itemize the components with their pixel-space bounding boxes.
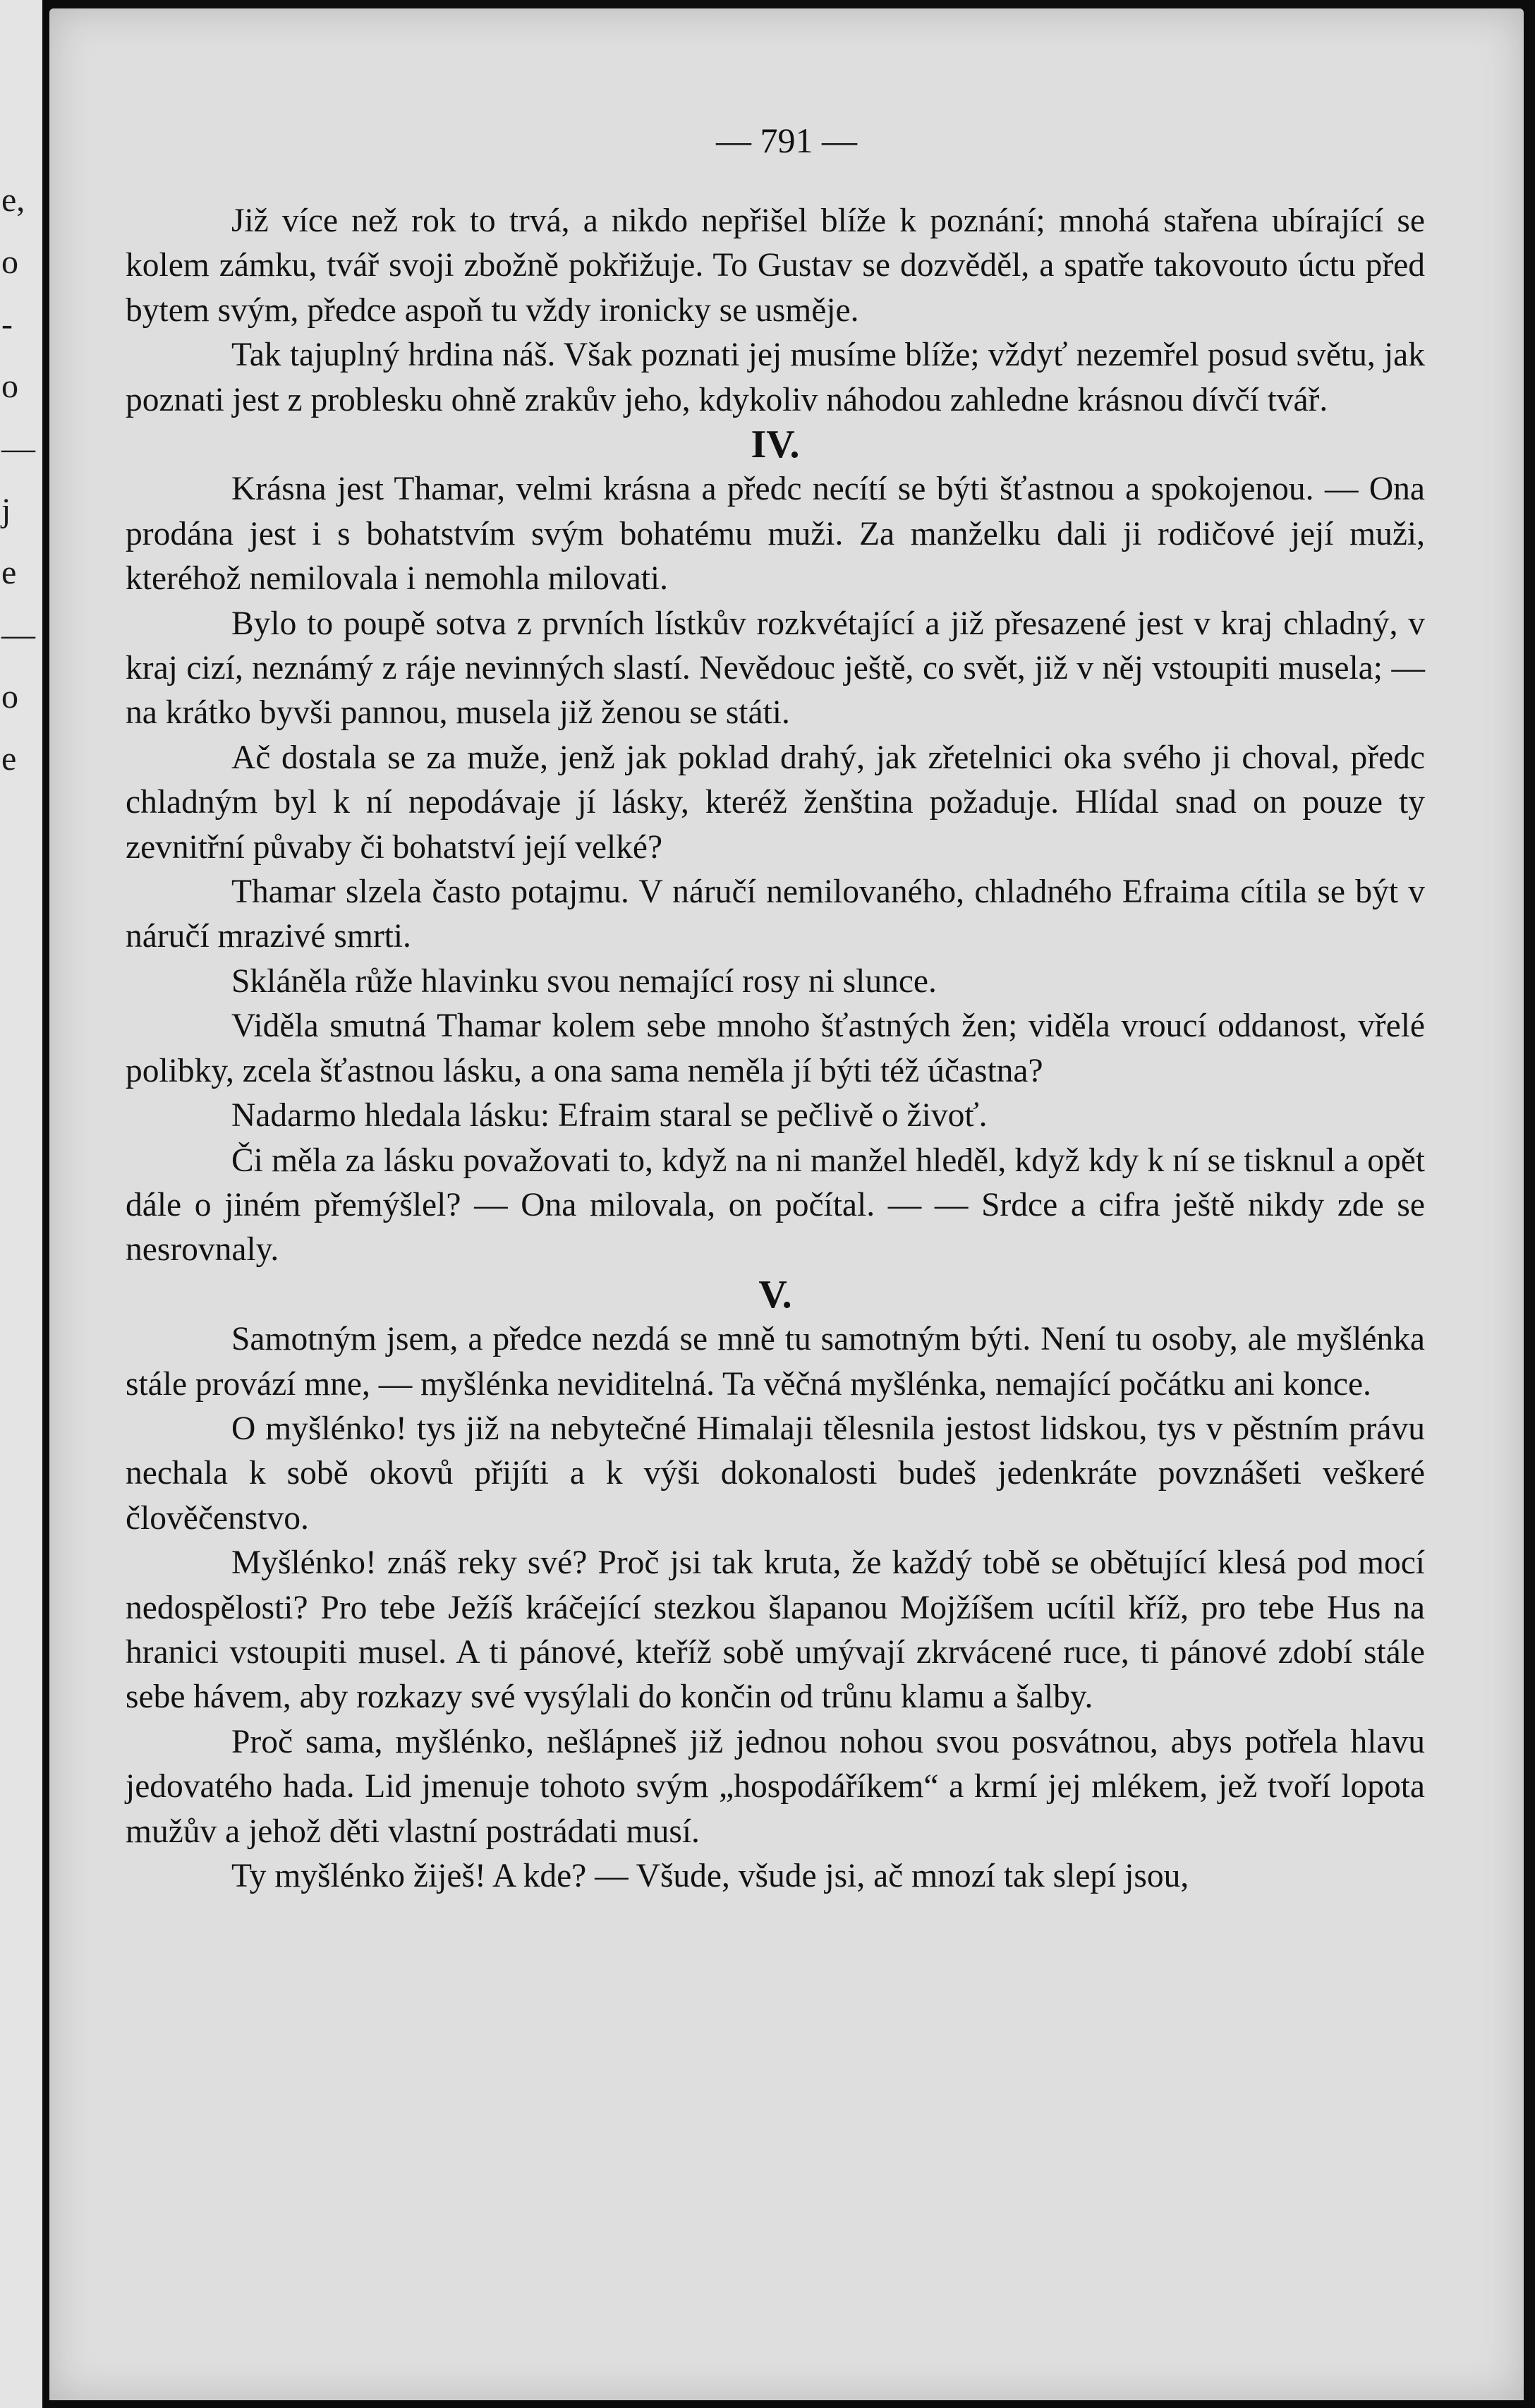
section-heading-v: V.	[758, 1272, 792, 1317]
paragraph: O myšlénko! tys již na nebytečné Himalaji tělesnila jestost lidskou, tys v pěstním právu nechala k sobě okovů přijíti a k výši dokonalosti budeš jedenkráte povznášeti veškeré člověčenstvo.	[126, 1410, 1425, 1537]
fragment: o	[1, 243, 18, 281]
fragment: -	[1, 305, 13, 343]
book-page	[49, 8, 1524, 2400]
paragraph: Krásna jest Thamar, velmi krásna a předc necítí se býti šťastnou a spokojenou. — Ona prodána jest i s bohatstvím svým bohatému muži. Za manželku dali ji rodičové její muži, kteréhož nemilovala i nemohla milovati.	[126, 471, 1425, 598]
paragraph: Samotným jsem, a předce nezdá se mně tu samotným býti. Není tu osoby, ale myšlénka stále provází mne, — myšlénka neviditelná. Ta věčná myšlénka, nemající počátku ani konce.	[126, 1321, 1425, 1403]
fragment: o	[1, 678, 18, 715]
paragraph: Viděla smutná Thamar kolem sebe mnoho šťastných žen; viděla vroucí oddanost, vřelé polibky, zcela šťastnou lásku, a ona sama neměla jí býti též účastna?	[126, 1008, 1425, 1089]
fragment: —	[1, 430, 35, 467]
paragraph: Ač dostala se za muže, jenž jak poklad drahý, jak zřetelnici oka svého ji choval, předc chladným byl k ní nepodávaje jí lásky, kteréž ženština požaduje. Hlídal snad on pouze ty zevnitřní půvaby či bohatství její velké?	[126, 739, 1425, 866]
paragraph: Bylo to poupě sotva z prvních lístkův rozkvétající a již přesazené jest v kraj chladný, v kraj cizí, neznámý z ráje nevinných slastí. Nevědouc ještě, co svět, již v něj vstoupiti musela; — na krátko byvši pannou, musela již ženou se státi.	[126, 605, 1425, 732]
fragment: e,	[1, 181, 25, 219]
paragraph: Proč sama, myšlénko, nešlápneš již jednou nohou svou posvátnou, abys potřela hlavu jedovatého hada. Lid jmenuje tohoto svým „hospodáříkem“ a krmí jej mlékem, jež tvoří lopota mužův a jehož děti vlastní postrádati musí.	[126, 1723, 1425, 1850]
fragment: o	[1, 368, 18, 405]
paragraph: Thamar slzela často potajmu. V náručí nemilovaného, chladného Efraima cítila se být v náručí mrazivé smrti.	[126, 873, 1425, 955]
paragraph: Či měla za lásku považovati to, když na ni manžel hleděl, když kdy k ní se tisknul a opět dále o jiném přemýšlel? — Ona milovala, on počítal. — — Srdce a cifra ještě nikdy zde se nesrovnaly.	[126, 1142, 1425, 1269]
adjacent-page-edge	[0, 0, 42, 2408]
fragment: e	[1, 740, 17, 778]
adjacent-page-fragments	[1, 169, 35, 790]
paragraph: Ty myšlénko žiješ! A kde? — Všude, všude jsi, ač mnozí tak slepí jsou,	[231, 1858, 1189, 1894]
paragraph: Již více než rok to trvá, a nikdo nepřišel blíže k poznání; mnohá stařena ubírající se kolem zámku, tvář svoji zbožně pokřižuje. To Gustav se dozvěděl, a spatře takovouto úctu před bytem svým, předce aspoň tu vždy ironicky se usměje.	[126, 202, 1425, 329]
page-number: — 791 —	[716, 121, 857, 160]
page-body	[126, 199, 1425, 1899]
paragraph: Nadarmo hledala lásku: Efraim staral se pečlivě o živoť.	[231, 1097, 988, 1135]
fragment: j	[1, 492, 11, 529]
paragraph: Tak tajuplný hrdina náš. Však poznati jej musíme blíže; vždyť nezemřel posud světu, jak poznati jest z problesku ohně zrakův jeho, kdykoliv náhodou zahledne krásnou dívčí tvář.	[126, 337, 1425, 418]
fragment: —	[1, 616, 35, 653]
section-heading-iv: IV.	[751, 423, 800, 467]
paragraph: Myšlénko! znáš reky své? Proč jsi tak kruta, že každý tobě se obětující klesá pod mocí nedospělosti? Pro tebe Ježíš kráčející stezkou šlapanou Mojžíšem ucítil kříž, pro tebe Hus na hranici vstoupiti musel. A ti pánové, kteříž sobě umývají zkrvácené ruce, ti pánové zdobí stále sebe hávem, aby rozkazy své vysýlali do končin od trůnu klamu a šalby.	[126, 1544, 1425, 1716]
fragment: e	[1, 554, 17, 591]
paragraph: Skláněla růže hlavinku svou nemající rosy ni slunce.	[231, 962, 937, 1000]
